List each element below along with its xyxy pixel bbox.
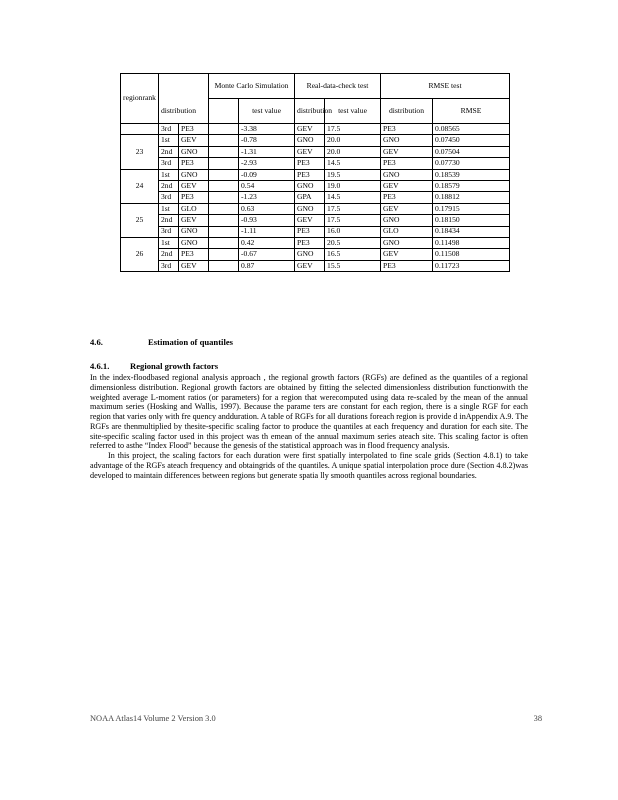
rank-cell: 2nd	[159, 180, 179, 191]
region-cell: 24	[121, 169, 159, 203]
rd-distribution-cell: GEV	[295, 124, 325, 135]
rd-distribution-cell: GEV	[295, 146, 325, 157]
rd-test-value-cell: 15.5	[325, 260, 381, 271]
mc-distribution-cell: PE3	[179, 192, 209, 203]
mc-distribution-cell: GNO	[179, 226, 209, 237]
region-cell	[121, 124, 159, 135]
rmse-distribution-cell: GEV	[381, 180, 433, 191]
section-heading	[90, 337, 233, 347]
header-distribution-1: distribution	[159, 99, 209, 124]
rmse-value-cell: 0.18579	[433, 180, 510, 191]
mc-test-value-cell: -1.11	[239, 226, 295, 237]
subsection-heading	[90, 361, 218, 371]
mc-distribution-cell: PE3	[179, 124, 209, 135]
rmse-distribution-cell: GNO	[381, 215, 433, 226]
rmse-distribution-cell: GNO	[381, 169, 433, 180]
blank-cell	[209, 215, 239, 226]
blank-cell	[209, 226, 239, 237]
mc-distribution-cell: GNO	[179, 237, 209, 248]
table-row	[121, 215, 510, 226]
body-text	[90, 373, 528, 480]
region-cell: 23	[121, 135, 159, 169]
blank-cell	[209, 203, 239, 214]
mc-test-value-cell: 0.63	[239, 203, 295, 214]
rd-test-value-cell: 20.0	[325, 135, 381, 146]
blank-cell	[209, 158, 239, 169]
rmse-value-cell: 0.07450	[433, 135, 510, 146]
rmse-value-cell: 0.11498	[433, 237, 510, 248]
mc-distribution-cell: GEV	[179, 180, 209, 191]
blank-cell	[209, 146, 239, 157]
blank-cell	[209, 180, 239, 191]
rmse-value-cell: 0.08565	[433, 124, 510, 135]
rmse-value-cell: 0.11723	[433, 260, 510, 271]
rmse-distribution-cell: GNO	[381, 135, 433, 146]
subsection-number: 4.6.1.	[90, 361, 110, 371]
rmse-value-cell: 0.18539	[433, 169, 510, 180]
mc-distribution-cell: GLO	[179, 203, 209, 214]
mc-test-value-cell: -2.93	[239, 158, 295, 169]
section-title: Estimation of quantiles	[148, 337, 233, 347]
rank-cell: 3rd	[159, 124, 179, 135]
mc-test-value-cell: -0.09	[239, 169, 295, 180]
rmse-value-cell: 0.17915	[433, 203, 510, 214]
rd-distribution-cell: GEV	[295, 260, 325, 271]
rmse-distribution-cell: PE3	[381, 192, 433, 203]
rank-cell: 1st	[159, 237, 179, 248]
paragraph-2: In this project, the scaling factors for each duration were first spatially interpolated to fine scale grids (Section 4.8.1) to take advantage of the RGFs ateach frequency and obtaingrids of the quantiles. A unique spatial interpolation proce dure (Section 4.8.2)was developed to maintain differences between regions but generate spatia lly smooth quantiles across regional boundaries.	[90, 451, 528, 480]
mc-distribution-cell: GEV	[179, 215, 209, 226]
table-row	[121, 192, 510, 203]
blank-cell	[209, 169, 239, 180]
subsection-title: Regional growth factors	[130, 361, 219, 371]
rd-test-value-cell: 20.0	[325, 146, 381, 157]
rmse-distribution-cell: PE3	[381, 260, 433, 271]
mc-test-value-cell: -0.67	[239, 249, 295, 260]
header-rmse-test: RMSE test	[381, 74, 510, 99]
header-region-rank: regionrank	[121, 74, 159, 124]
rd-distribution-cell: GNO	[295, 180, 325, 191]
paragraph-1: In the index-floodbased regional analysis approach , the regional growth factors (RGFs) are defined as the quantiles of a regional dimensionless distribution. Regional growth factors are obtained by fitting the selected dimensionless distribution functionwith the weighted average L-moment ratios (or parameters) for a region that werecomputed using data re-scaled by the mean of the annual maximum series (Hosking and Wallis, 1997). Because the parame ters are constant for each region, there is a single RGF for each region that varies only with fre quency andduration. A table of RGFs for all durations foreach region is provide d inAppendix A.9. The RGFs are thenmultiplied by thesite-specific scaling factor to produce the quantiles at each frequency and duration for each site. The site-specific scaling factor used in this project was th emean of the annual maximum series ateach site. This scaling factor is often referred to asthe “Index Flood” because the genesis of the statistical approach was in flood frequency analysis.	[90, 373, 528, 451]
rmse-distribution-cell: GEV	[381, 146, 433, 157]
blank-cell	[209, 192, 239, 203]
rd-test-value-cell: 19.5	[325, 169, 381, 180]
mc-test-value-cell: -3.38	[239, 124, 295, 135]
blank-cell	[209, 237, 239, 248]
mc-test-value-cell: -0.78	[239, 135, 295, 146]
rmse-distribution-cell: PE3	[381, 124, 433, 135]
table-row	[121, 158, 510, 169]
rd-distribution-cell: GNO	[295, 135, 325, 146]
table-row	[121, 180, 510, 191]
header-rmse: RMSE	[433, 99, 510, 124]
rd-test-value-cell: 14.5	[325, 158, 381, 169]
mc-distribution-cell: PE3	[179, 249, 209, 260]
table-row	[121, 203, 510, 214]
table-row	[121, 237, 510, 248]
rd-test-value-cell: 17.5	[325, 215, 381, 226]
rmse-value-cell: 0.18812	[433, 192, 510, 203]
rank-cell: 2nd	[159, 249, 179, 260]
rmse-distribution-cell: GEV	[381, 203, 433, 214]
mc-distribution-cell: PE3	[179, 158, 209, 169]
distribution-selection-table	[120, 73, 510, 272]
table-row	[121, 226, 510, 237]
rank-cell: 3rd	[159, 192, 179, 203]
table-row	[121, 135, 510, 146]
rd-distribution-cell: PE3	[295, 169, 325, 180]
rd-test-value-cell: 17.5	[325, 124, 381, 135]
rmse-distribution-cell: GNO	[381, 237, 433, 248]
rmse-value-cell: 0.11508	[433, 249, 510, 260]
header-distribution-mc	[209, 99, 239, 124]
rmse-value-cell: 0.07730	[433, 158, 510, 169]
region-cell: 26	[121, 237, 159, 271]
rd-distribution-cell: GNO	[295, 203, 325, 214]
section-number: 4.6.	[90, 337, 103, 347]
rank-cell: 3rd	[159, 158, 179, 169]
rmse-distribution-cell: PE3	[381, 158, 433, 169]
header-test-value-1: test value	[239, 99, 295, 124]
rank-cell: 1st	[159, 203, 179, 214]
rd-distribution-cell: PE3	[295, 237, 325, 248]
rmse-distribution-cell: GEV	[381, 249, 433, 260]
mc-distribution-cell: GNO	[179, 169, 209, 180]
rd-distribution-cell: PE3	[295, 226, 325, 237]
table-row	[121, 169, 510, 180]
mc-test-value-cell: 0.87	[239, 260, 295, 271]
rd-test-value-cell: 16.0	[325, 226, 381, 237]
region-cell: 25	[121, 203, 159, 237]
blank-cell	[209, 260, 239, 271]
rank-cell: 2nd	[159, 146, 179, 157]
mc-test-value-cell: 0.42	[239, 237, 295, 248]
mc-test-value-cell: 0.54	[239, 180, 295, 191]
header-distribution-2: distribution	[295, 99, 325, 124]
blank-cell	[209, 135, 239, 146]
table-body	[121, 124, 510, 272]
rd-distribution-cell: PE3	[295, 158, 325, 169]
table-row	[121, 124, 510, 135]
rank-cell: 3rd	[159, 226, 179, 237]
footer-page-number: 38	[533, 714, 542, 723]
rank-cell: 1st	[159, 169, 179, 180]
header-distribution-3: distribution	[381, 99, 433, 124]
table-row	[121, 249, 510, 260]
table-row	[121, 260, 510, 271]
rd-test-value-cell: 17.5	[325, 203, 381, 214]
mc-distribution-cell: GEV	[179, 135, 209, 146]
rd-distribution-cell: GPA	[295, 192, 325, 203]
footer-publication: NOAA Atlas14 Volume 2 Version 3.0	[90, 714, 216, 723]
rmse-value-cell: 0.18434	[433, 226, 510, 237]
rank-cell: 1st	[159, 135, 179, 146]
mc-distribution-cell: GEV	[179, 260, 209, 271]
mc-test-value-cell: -1.23	[239, 192, 295, 203]
rmse-value-cell: 0.18150	[433, 215, 510, 226]
rmse-value-cell: 0.07504	[433, 146, 510, 157]
rank-cell: 2nd	[159, 215, 179, 226]
header-test-value-2: test value	[325, 99, 381, 124]
rd-distribution-cell: GEV	[295, 215, 325, 226]
rd-test-value-cell: 14.5	[325, 192, 381, 203]
header-real-data: Real-data-check test	[295, 74, 381, 99]
mc-test-value-cell: -0.93	[239, 215, 295, 226]
header-monte-carlo: Monte Carlo Simulation	[209, 74, 295, 99]
rd-distribution-cell: GNO	[295, 249, 325, 260]
rmse-distribution-cell: GLO	[381, 226, 433, 237]
mc-distribution-cell: GNO	[179, 146, 209, 157]
table-row	[121, 146, 510, 157]
blank-cell	[209, 124, 239, 135]
rd-test-value-cell: 20.5	[325, 237, 381, 248]
rank-cell: 3rd	[159, 260, 179, 271]
header-blank-1	[159, 74, 209, 99]
mc-test-value-cell: -1.31	[239, 146, 295, 157]
blank-cell	[209, 249, 239, 260]
rd-test-value-cell: 16.5	[325, 249, 381, 260]
rd-test-value-cell: 19.0	[325, 180, 381, 191]
